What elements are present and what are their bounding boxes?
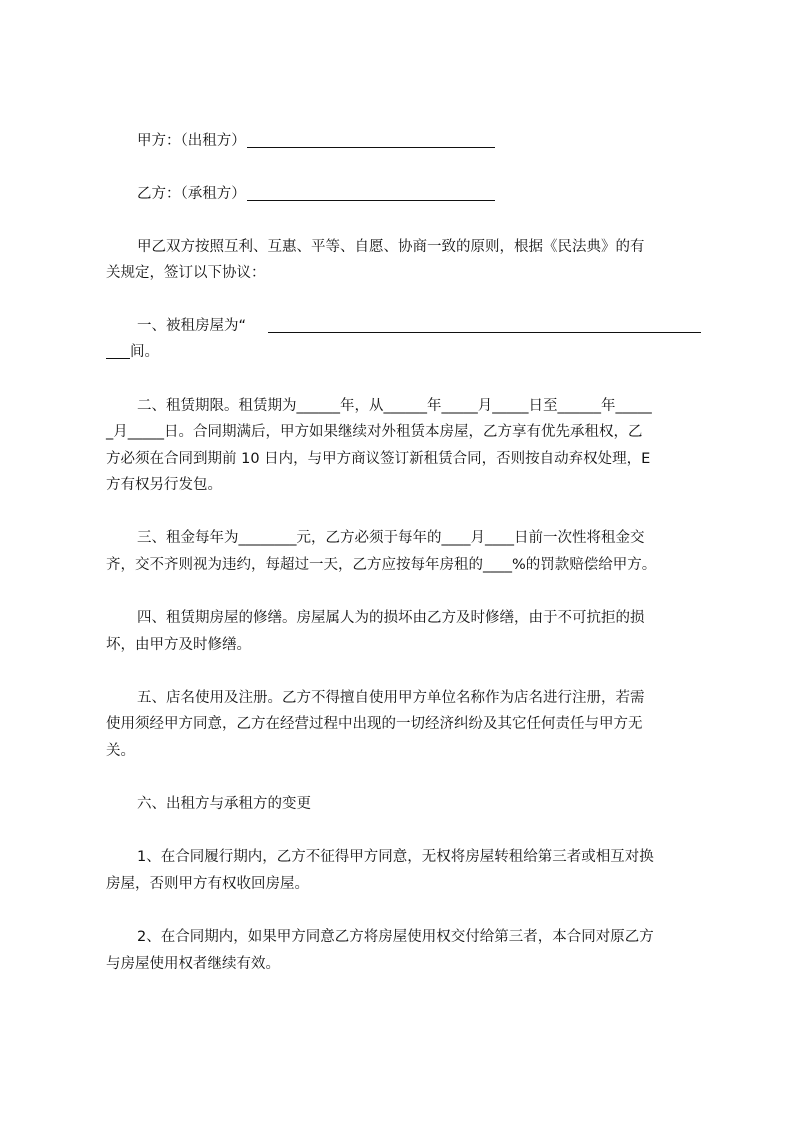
party-b-blank: [247, 200, 495, 201]
clause-6-item-2-line-2: 与房屋使用权者继续有效。: [106, 956, 280, 972]
clause-4-line-2: 坏，由甲方及时修缮。: [106, 637, 251, 653]
clause-6-item-1-line-2: 房屋，否则甲方有权收回房屋。: [106, 876, 309, 892]
clause-6-heading: 六、出租方与承租方的变更: [137, 796, 311, 812]
intro-line-1: 甲乙双方按照互利、互惠、平等、自愿、协商一致的原则，根据《民法典》的有: [137, 239, 645, 255]
clause-5-line-2: 使用须经甲方同意，乙方在经营过程中出现的一切经济纠纷及其它任何责任与甲方无: [106, 716, 643, 732]
clause-1-line-1: 一、被租房屋为“: [137, 318, 247, 334]
clause-6-item-1-line-1: 1、在合同履行期内，乙方不征得甲方同意，无权将房屋转租给第三者或相互对换: [137, 849, 654, 865]
clause-1-blank-cont: [106, 358, 130, 359]
clause-3-line-1: 三、租金每年为________元，乙方必须于每年的____月____日前一次性将租金交: [137, 530, 645, 546]
clause-2-line-2: _月_____日。合同期满后，甲方如果继续对外租赁本房屋，乙方享有优先承租权，乙: [106, 424, 643, 440]
clause-3-line-2: 齐，交不齐则视为违约，每超过一天，乙方应按每年房租的____%的罚款赔偿给甲方。: [106, 557, 657, 573]
clause-4-line-1: 四、租赁期房屋的修缮。房屋属人为的损坏由乙方及时修缮，由于不可抗拒的损: [137, 610, 645, 626]
clause-1-line-2: 间。: [130, 344, 159, 360]
intro-line-2: 关规定，签订以下协议：: [106, 265, 266, 281]
clause-2-line-4: 方有权另行发包。: [106, 477, 222, 493]
party-b-label: 乙方：（承租方）: [137, 186, 246, 202]
clause-5-line-3: 关。: [106, 743, 135, 759]
clause-5-line-1: 五、店名使用及注册。乙方不得擅自使用甲方单位名称作为店名进行注册，若需: [137, 690, 645, 706]
clause-2-line-1: 二、租赁期限。租赁期为______年，从______年_____月_____日至______年_____: [137, 398, 652, 414]
clause-2-line-3: 方必须在合同到期前 10 日内，与甲方商议签订新租赁合同，否则按自动弃权处理，E: [106, 451, 651, 467]
clause-6-item-2-line-1: 2、在合同期内，如果甲方同意乙方将房屋使用权交付给第三者，本合同对原乙方: [137, 929, 654, 945]
party-a-label: 甲方：（出租方）: [137, 133, 246, 149]
clause-1-blank: [268, 332, 701, 333]
party-a-blank: [247, 147, 495, 148]
